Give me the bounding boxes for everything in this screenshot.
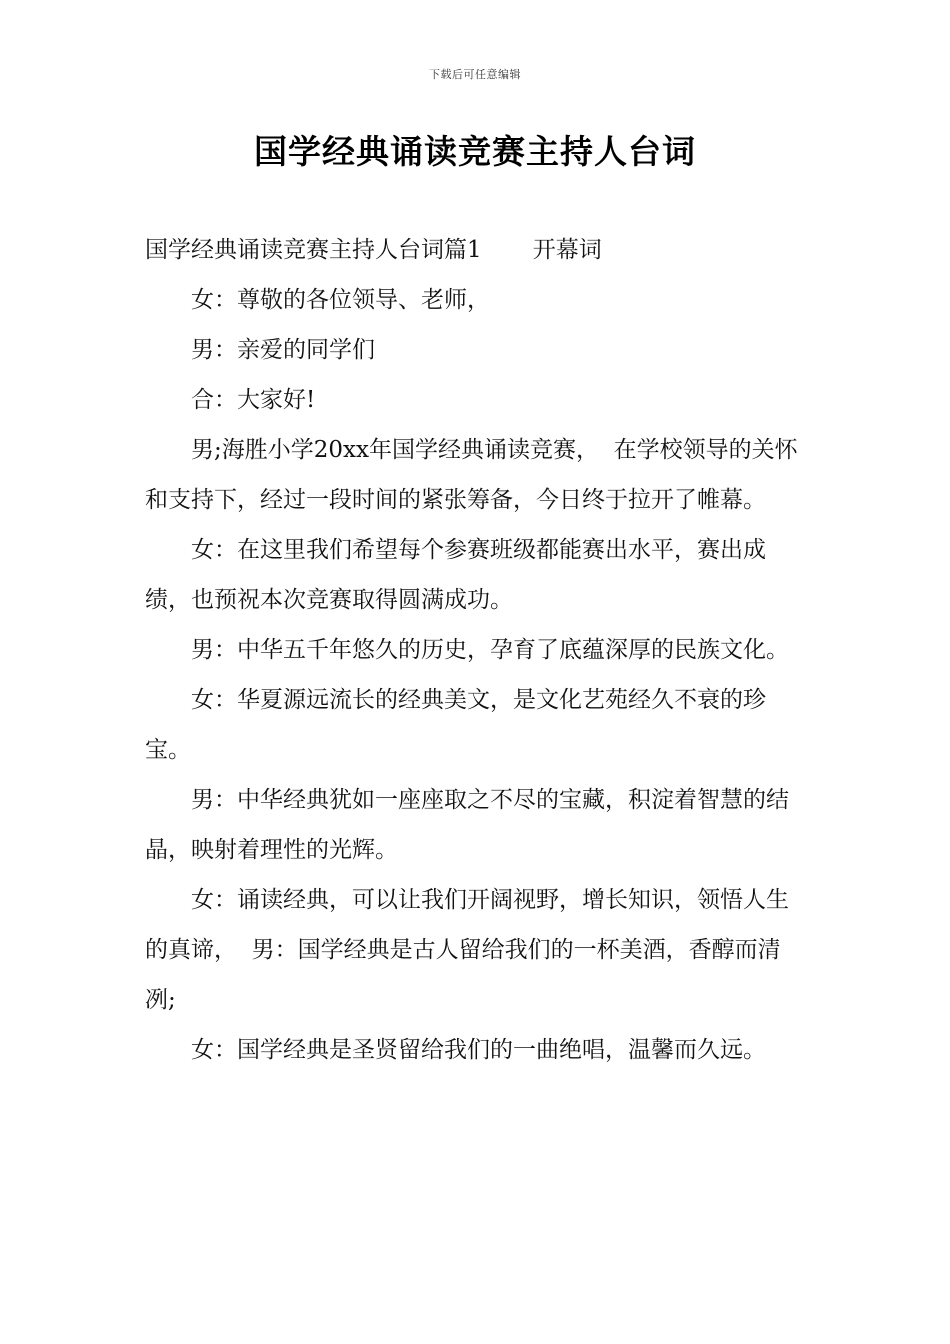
paragraph: 女：华夏源远流长的经典美文，是文化艺苑经久不衰的珍宝。 [145,687,766,763]
section-heading: 国学经典诵读竞赛主持人台词篇1 开幕词 [145,237,602,263]
paragraph: 合：大家好! [191,387,316,413]
document-title: 国学经典诵读竞赛主持人台词 [254,132,696,171]
paragraph: 女：尊敬的各位领导、老师， [191,287,490,313]
paragraph: 女：诵读经典，可以让我们开阔视野，增长知识，领悟人生的真谛， 男：国学经典是古人留给我们的一杯美酒，香醇而清冽; [145,887,789,1013]
paragraph: 男：中华经典犹如一座座取之不尽的宝藏，积淀着智慧的结晶，映射着理性的光辉。 [145,787,789,863]
document-body [145,225,810,1075]
header-note: 下载后可任意编辑 [429,68,521,81]
paragraph: 男：亲爱的同学们 [191,337,375,363]
paragraph: 女：国学经典是圣贤留给我们的一曲绝唱，温馨而久远。 [191,1037,766,1063]
paragraph: 男：中华五千年悠久的历史，孕育了底蕴深厚的民族文化。 [191,637,789,663]
paragraph: 男;海胜小学20xx年国学经典诵读竞赛， 在学校领导的关怀和支持下，经过一段时间的紧张筹备，今日终于拉开了帷幕。 [145,437,798,513]
paragraph: 女：在这里我们希望每个参赛班级都能赛出水平，赛出成绩，也预祝本次竞赛取得圆满成功。 [145,537,766,613]
